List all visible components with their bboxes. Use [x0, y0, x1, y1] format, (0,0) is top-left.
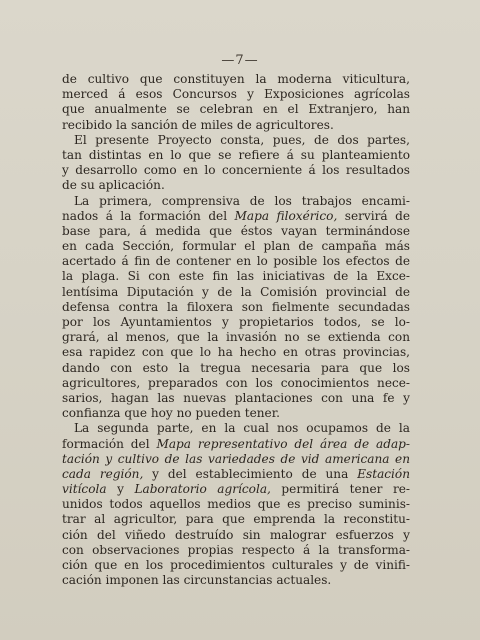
- paragraph-3-line: esa rapidez con que lo ha hecho en otras provincias,: [62, 345, 410, 360]
- paragraph-3-line: agricultores, preparados con los conocimientos nece-: [62, 375, 410, 390]
- paragraph-3-line: sarios, hagan las nuevas plantaciones con una fe y: [62, 390, 410, 405]
- paragraph-1-line: que anualmente se celebran en el Extranjero, han: [62, 102, 410, 117]
- paragraph-1-line: recibido la sanción de miles de agricultores.: [62, 117, 334, 132]
- paragraph-4-line: vitícola y Laboratorio agrícola, permitirá tener re-: [62, 482, 410, 497]
- paragraph-3-line: por los Ayuntamientos y propietarios todos, se lo-: [62, 315, 410, 329]
- paragraph-3-line: nados á la formación del Mapa filoxérico, servirá de: [62, 208, 410, 223]
- paragraph-4-line: La segunda parte, en la cual nos ocupamos de la: [74, 421, 410, 436]
- paragraph-1-line: merced á esos Concursos y Exposiciones agrícolas: [62, 87, 410, 102]
- paragraph-3-line: la plaga. Si con este fin las iniciativas de la Exce-: [62, 269, 410, 284]
- paragraph-4-line: cada región, y del establecimiento de una Estación: [62, 466, 410, 481]
- paragraph-4-line: formación del Mapa representativo del área de adap-: [62, 436, 410, 451]
- paragraph-3-line: grará, al menos, que la invasión no se extienda con: [62, 330, 410, 345]
- paragraph-3-line: confianza que hoy no pueden tener.: [62, 406, 281, 421]
- paragraph-3-line: dando con esto la tregua necesaria para que los: [62, 360, 410, 375]
- paragraph-3-line: acertado á fin de contener en lo posible los efectos de: [62, 254, 410, 269]
- paragraph-4-line: ción del viñedo destruído sin malograr esfuerzos y: [62, 527, 410, 542]
- paragraph-3-line: defensa contra la filoxera son fielmente secundadas: [62, 299, 410, 314]
- paragraph-2-line: tan distintas en lo que se refiere á su planteamiento: [62, 147, 410, 162]
- paragraph-4-line: con observaciones propias respecto á la transforma-: [62, 542, 410, 557]
- paragraph-2-line: El presente Proyecto consta, pues, de dos partes,: [74, 132, 410, 147]
- paragraph-3-line: La primera, comprensiva de los trabajos encami-: [74, 193, 410, 208]
- paragraph-3-line: base para, á medida que éstos vayan terminándose: [62, 223, 410, 238]
- body-text: [62, 72, 410, 588]
- paragraph-3-line: en cada Sección, formular el plan de campaña más: [62, 239, 410, 254]
- page-number: —7—: [221, 53, 259, 68]
- paragraph-4-line: unidos todos aquellos medios que es preciso suminis-: [62, 497, 410, 512]
- paragraph-1-line: de cultivo que constituyen la moderna viticultura,: [62, 72, 410, 86]
- paragraph-4-line: ción que en los procedimientos culturales y de vinifi-: [62, 558, 410, 572]
- paragraph-2-line: de su aplicación.: [62, 178, 165, 193]
- paragraph-2-line: y desarrollo como en lo concerniente á los resultados: [62, 163, 410, 178]
- paragraph-4-line: cación imponen las circunstancias actuales.: [62, 573, 332, 588]
- paragraph-4-line: trar al agricultor, para que emprenda la reconstitu-: [62, 512, 410, 527]
- paragraph-4-line: tación y cultivo de las variedades de vid americana en: [62, 451, 410, 466]
- paragraph-3-line: lentísima Diputación y de la Comisión provincial de: [62, 284, 410, 299]
